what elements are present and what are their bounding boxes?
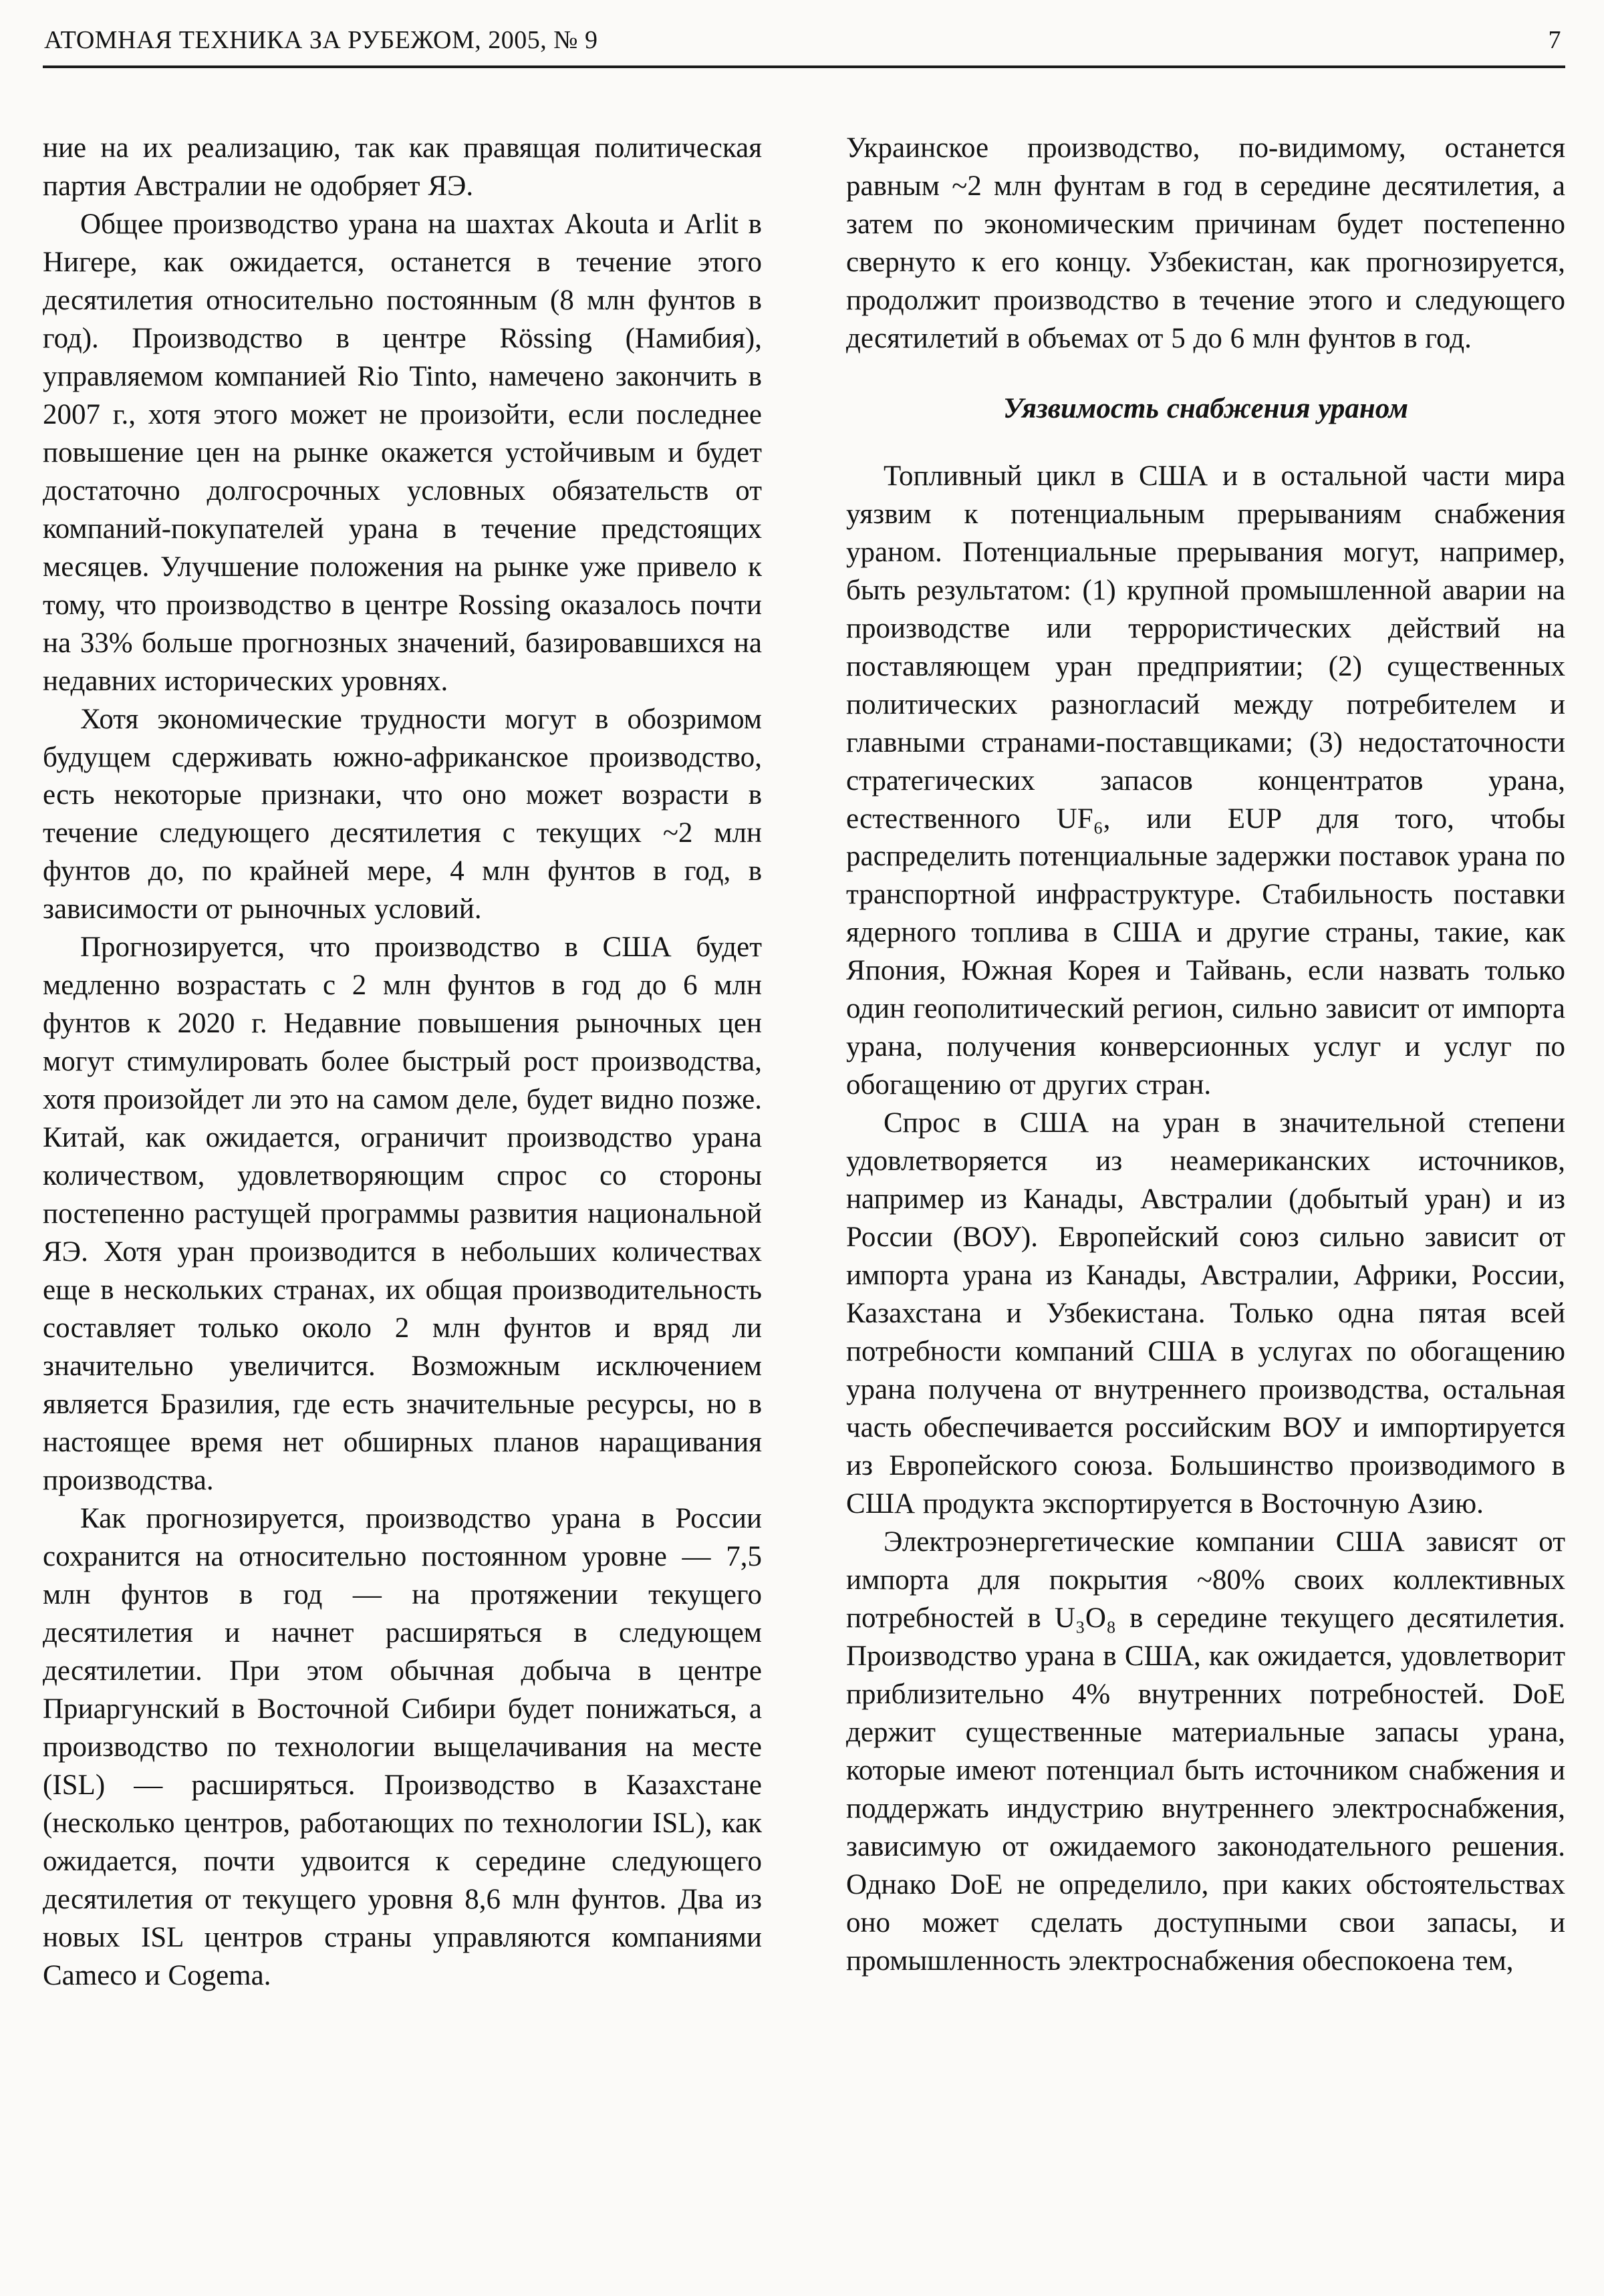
paragraph: Как прогнозируется, производство урана в России сохранится на относительно постоянном уровне — 7,5 млн фунтов в год — на протяжении текущего десятилетия и начнет расширяться в следующем десятилетии. При этом обычная добыча в центре Приаргунский в Восточной Сибири будет понижаться, а производство по технологии выщелачивания на месте (ISL) — расширяться. Производство в Казахстане (несколько центров, работающих по технологии ISL), как ожидается, почти удвоится к середине следующего десятилетия от текущего уровня 8,6 млн фунтов. Два из новых ISL центров страны управляются компаниями Cameco и Cogema.: [43, 1502, 762, 1991]
paragraph: Электроэнергетические компании США зависят от импорта для покрытия ~80% своих коллективных потребностей в U₃O₈ в середине текущего десятилетия. Производство урана в США, как ожидается, удовлетворит приблизительно 4% внутренних потребностей. DoE держит существенные материальные запасы урана, которые имеют потенциал быть источником снабжения и поддержать индустрию внутреннего электроснабжения, зависимую от ожидаемого законодательного решения. Однако DoE не определило, при каких обстоятельствах оно может сделать доступными свои запасы, и промышленность электроснабжения обеспокоена тем,: [846, 1526, 1565, 1977]
paragraph: ние на их реализацию, так как правящая политическая партия Австралии не одобряет ЯЭ.: [43, 132, 762, 202]
page-header: [43, 25, 1565, 68]
left-column: [43, 130, 762, 1995]
paragraph: Топливный цикл в США и в остальной части мира уязвим к потенциальным прерываниям снабжения ураном. Потенциальные прерывания могут, например, быть результатом: (1) крупной промышленной аварии на производстве или террористических действий на поставляющем уран предприятии; (2) существенных политических разногласий между потребителем и главными странами-поставщиками; (3) недостаточности стратегических запасов концентратов урана, естественного UF₆, или EUP для того, чтобы распределить потенциальные задержки поставок урана по транспортной инфраструктуре. Стабильность поставки ядерного топлива в США и другие страны, такие, как Япония, Южная Корея и Тайвань, если назвать только один геополитический регион, сильно зависит от импорта урана, получения конверсионных услуг и услуг по обогащению от других стран.: [846, 460, 1565, 1101]
paragraph: Общее производство урана на шахтах Akouta и Arlit в Нигере, как ожидается, останется в течение этого десятилетия относительно постоянным (8 млн фунтов в год). Производство в центре Rössing (Намибия), управляемом компанией Rio Tinto, намечено закончить в 2007 г., хотя этого может не произойти, если последнее повышение цен на рынке окажется устойчивым и будет достаточно долгосрочных условных обязательств от компаний-покупателей урана в течение предстоящих месяцев. Улучшение положения на рынке уже привело к тому, что производство в центре Rossing оказалось почти на 33% больше прогнозных значений, базировавшихся на недавних исторических уровнях.: [43, 208, 762, 697]
right-column: [846, 130, 1565, 1995]
paragraph: Спрос в США на уран в значительной степени удовлетворяется из неамериканских источников, например из Канады, Австралии (добытый уран) и из России (ВОУ). Европейский союз сильно зависит от импорта урана из Канады, Австралии, Африки, России, Казахстана и Узбекистана. Только одна пятая всей потребности компаний США в услугах по обогащению урана получена от внутреннего производства, остальная часть обеспечивается российским ВОУ и импортируется из Европейского союза. Большинство производимого в США продукта экспортируется в Восточную Азию.: [846, 1107, 1565, 1520]
section-heading: Уязвимость снабжения ураном: [1002, 392, 1409, 424]
journal-title: АТОМНАЯ ТЕХНИКА ЗА РУБЕЖОМ, 2005, № 9: [44, 26, 598, 54]
text-columns: [43, 130, 1565, 1995]
paragraph: Украинское производство, по-видимому, останется равным ~2 млн фунтам в год в середине десятилетия, а затем по экономическим причинам будет постепенно свернуто к его концу. Узбекистан, как прогнозируется, продолжит производство в течение этого и следующего десятилетий в объемах от 5 до 6 млн фунтов в год.: [846, 132, 1565, 354]
paragraph: Прогнозируется, что производство в США будет медленно возрастать с 2 млн фунтов в год до 6 млн фунтов к 2020 г. Недавние повышения рыночных цен могут стимулировать более быстрый рост производства, хотя произойдет ли это на самом деле, будет видно позже. Китай, как ожидается, ограничит производство урана количеством, удовлетворяющим спрос со стороны постепенно растущей программы развития национальной ЯЭ. Хотя уран производится в небольших количествах еще в нескольких странах, их общая производительность составляет только около 2 млн фунтов и вряд ли значительно увеличится. Возможным исключением является Бразилия, где есть значительные ресурсы, но в настоящее время нет обширных планов наращивания производства.: [43, 931, 762, 1496]
page-number: 7: [1548, 26, 1561, 54]
paragraph: Хотя экономические трудности могут в обозримом будущем сдерживать южно-африканское производство, есть некоторые признаки, что оно может возрасти в течение следующего десятилетия с текущих ~2 млн фунтов до, по крайней мере, 4 млн фунтов в год, в зависимости от рыночных условий.: [43, 703, 762, 925]
